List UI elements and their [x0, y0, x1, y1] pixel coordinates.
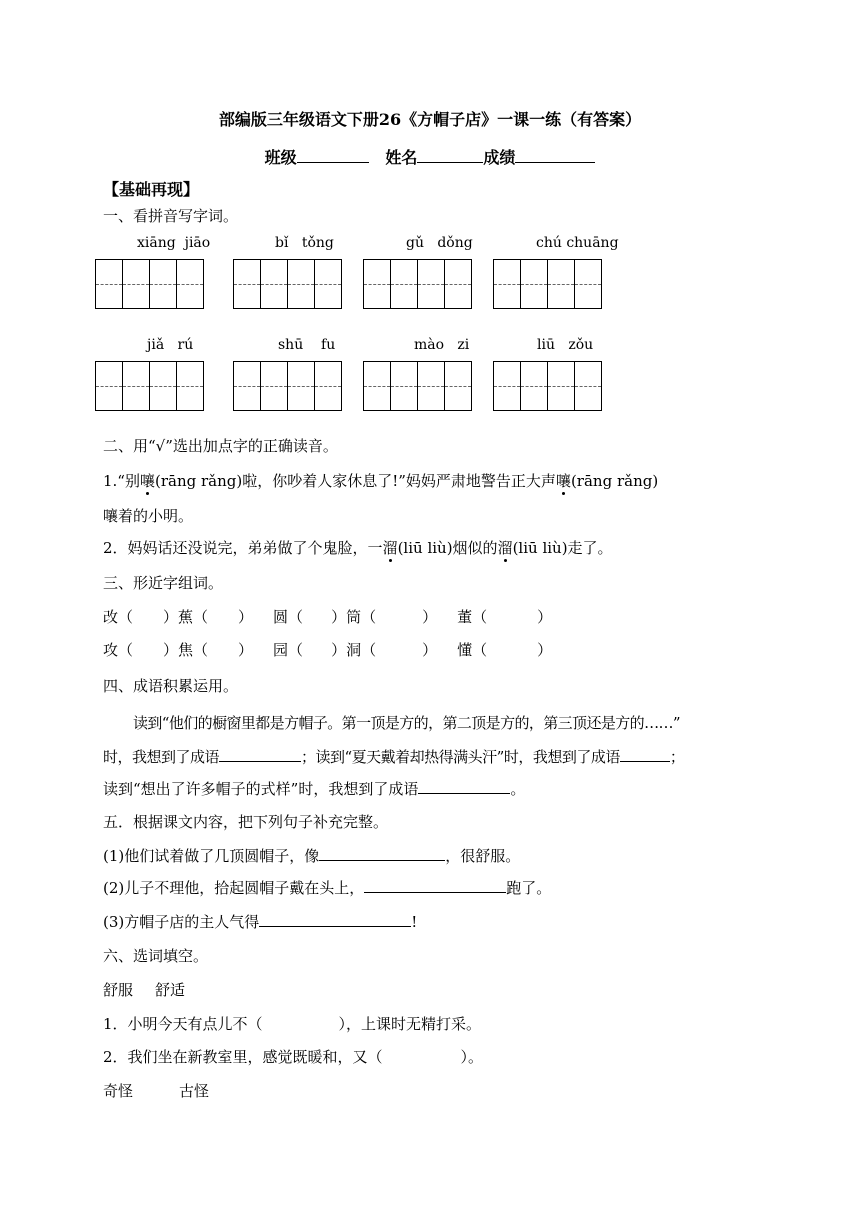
q3-row-2: 攻（ ）焦（ ） 园（ ）洞（ ） 懂（ ）: [103, 641, 553, 659]
q5-sentence-3: (3)方帽子店的主人气得 !: [103, 913, 418, 931]
section-heading: 【基础再现】: [103, 180, 200, 199]
pinyin-chuchuang: chú chuāng: [536, 235, 619, 251]
worksheet-title: 部编版三年级语文下册26《方帽子店》一课一练（有答案）: [218, 110, 642, 129]
name-blank[interactable]: [417, 148, 483, 163]
student-info-line: [0, 145, 860, 168]
writing-grid[interactable]: [363, 361, 472, 411]
writing-grid[interactable]: [233, 259, 342, 309]
q4-line-3: 读到“想出了许多帽子的式样”时，我想到了成语 。: [103, 780, 526, 798]
idiom-blank[interactable]: [418, 779, 510, 794]
writing-grid[interactable]: [95, 361, 204, 411]
answer-blank[interactable]: [364, 878, 506, 893]
q2-item-1: 1.“别嚷(rāng rǎng)啦，你吵着人家休息了!”妈妈严肃地警告正大声嚷(rāng rǎng): [103, 472, 659, 490]
score-blank[interactable]: [515, 148, 595, 163]
q6-sentence-2: 2．我们坐在新教室里，感觉既暖和，又（ ）。: [103, 1048, 484, 1066]
answer-blank[interactable]: [259, 912, 411, 927]
q6-word-choices-1: 舒服 舒适: [103, 981, 186, 999]
q2-item-1-cont: 嚷着的小明。: [103, 507, 194, 525]
writing-grid[interactable]: [95, 259, 204, 309]
pinyin-gudong: gǔ dǒng: [406, 235, 473, 251]
q1-heading: 一、看拼音写字词。: [103, 207, 239, 225]
q5-sentence-2: (2)儿子不理他，拾起圆帽子戴在头上， 跑了。: [103, 879, 552, 897]
q4-line-2: 时，我想到了成语 ；读到“夏天戴着却热得满头汗”时，我想到了成语 ；: [103, 748, 685, 766]
pinyin-maozi: mào zi: [414, 337, 470, 353]
writing-grid[interactable]: [233, 361, 342, 411]
q6-sentence-1: 1．小明今天有点儿不（ ），上课时无精打采。: [103, 1015, 482, 1033]
pinyin-liuzou: liū zǒu: [537, 337, 594, 353]
idiom-blank[interactable]: [620, 747, 670, 762]
q6-heading: 六、选词填空。: [103, 947, 209, 965]
name-label: 姓名: [385, 148, 418, 167]
class-label: 班级: [264, 148, 297, 167]
q2-heading: 二、用“√”选出加点字的正确读音。: [103, 437, 338, 455]
q4-heading: 四、成语积累运用。: [103, 677, 239, 695]
dotted-char: 溜: [497, 539, 513, 557]
q6-word-choices-2: 奇怪 古怪: [103, 1082, 210, 1100]
q4-line-1: 读到“他们的橱窗里都是方帽子。第一顶是方的，第二顶是方的，第三顶还是方的……”: [133, 714, 680, 732]
pinyin-bitong: bǐ tǒng: [275, 235, 334, 251]
q5-sentence-1: (1)他们试着做了几顶圆帽子，像 ，很舒服。: [103, 847, 521, 865]
idiom-blank[interactable]: [219, 747, 301, 762]
writing-grid[interactable]: [493, 259, 602, 309]
pinyin-xiangjiao: xiāng jiāo: [137, 235, 211, 251]
q3-row-1: 改（ ）蕉（ ） 圆（ ）筒（ ） 董（ ）: [103, 608, 553, 626]
q5-heading: 五．根据课文内容，把下列句子补充完整。: [103, 813, 389, 831]
dotted-char: 嚷: [139, 472, 155, 490]
writing-grid[interactable]: [363, 259, 472, 309]
pinyin-shufu: shū fu: [278, 337, 336, 353]
q2-item-2: 2．妈妈话还没说完，弟弟做了个鬼脸，一溜(liū liù)烟似的溜(liū liù)走了。: [103, 539, 613, 557]
q3-heading: 三、形近字组词。: [103, 574, 224, 592]
pinyin-jiaru: jiǎ rú: [147, 337, 194, 353]
class-blank[interactable]: [297, 148, 369, 163]
score-label: 成绩: [483, 148, 516, 167]
answer-blank[interactable]: [319, 846, 445, 861]
dotted-char: 嚷: [555, 472, 571, 490]
dotted-char: 溜: [382, 539, 398, 557]
writing-grid[interactable]: [493, 361, 602, 411]
